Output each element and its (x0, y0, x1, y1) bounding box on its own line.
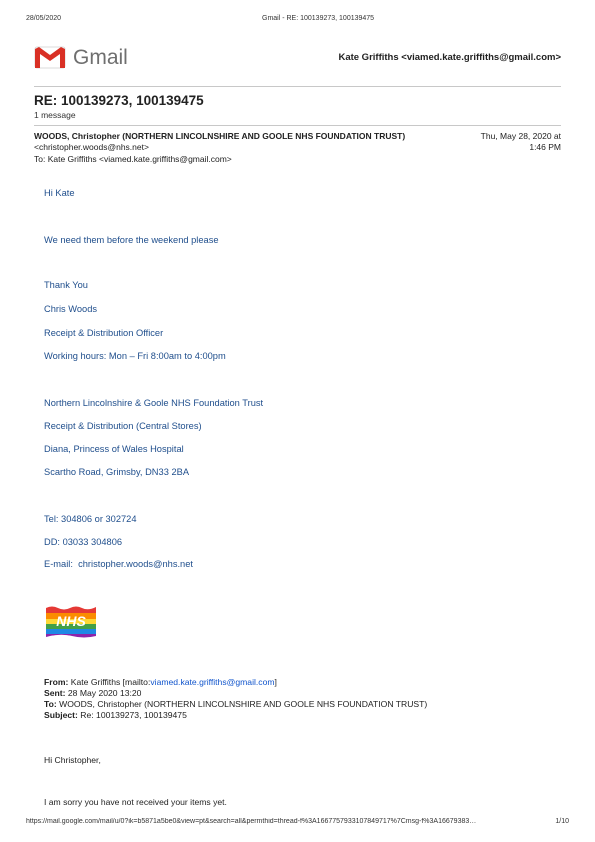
gmail-wordmark: Gmail (73, 46, 128, 69)
sender (34, 131, 444, 152)
quoted-from (44, 677, 427, 688)
thread-subject: RE: 100139273, 100139475 (34, 93, 204, 108)
quoted-to-label: To: (44, 699, 57, 709)
gmail-logo[interactable] (34, 45, 134, 71)
quoted-body-line: I am sorry you have not received your items yet. (44, 797, 227, 807)
nhs-logo-text: NHS (56, 613, 86, 629)
quoted-sent (44, 688, 427, 699)
message-date-line2: 1:46 PM (529, 141, 561, 152)
quoted-from-name: Kate Griffiths [mailto: (70, 677, 151, 687)
account-label: Kate Griffiths <viamed.kate.griffiths@gmail.com> (338, 52, 561, 63)
body-request: We need them before the weekend please (44, 235, 219, 245)
sender-email: <christopher.woods@nhs.net> (34, 141, 149, 152)
quoted-from-close: ] (274, 677, 277, 687)
quoted-to-value: WOODS, Christopher (NORTHERN LINCOLNSHIRE AND GOOLE NHS FOUNDATION TRUST) (59, 699, 428, 709)
sender-name: WOODS, Christopher (NORTHERN LINCOLNSHIRE AND GOOLE NHS FOUNDATION TRUST) (34, 131, 406, 141)
message-date-line1: Thu, May 28, 2020 at (480, 131, 561, 141)
print-date: 28/05/2020 (26, 15, 62, 22)
quoted-subject (44, 710, 427, 721)
message-date (451, 131, 561, 152)
quoted-header (44, 677, 427, 721)
quoted-subject-label: Subject: (44, 710, 78, 720)
signature-role: Receipt & Distribution Officer (44, 328, 164, 338)
signature-address: Scartho Road, Grimsby, DN33 2BA (44, 467, 190, 477)
print-url: https://mail.google.com/mail/u/0?ik=b5871a5be0&view=pt&search=all&permthid=thread-f%3A1667757933107849717%7Cmsg-f%3A16679383… (26, 818, 477, 825)
quoted-to (44, 699, 427, 710)
subject-divider (34, 125, 561, 126)
signature-email (44, 559, 193, 569)
email-label: E-mail: (44, 559, 73, 569)
gmail-envelope-icon (34, 45, 66, 69)
quoted-from-label: From: (44, 677, 69, 687)
signature-hospital: Diana, Princess of Wales Hospital (44, 444, 184, 454)
quoted-from-email-link[interactable]: viamed.kate.griffiths@gmail.com (150, 677, 275, 687)
page-number: 1/10 (555, 818, 569, 825)
recipient-line: To: Kate Griffiths <viamed.kate.griffiths@gmail.com> (34, 154, 232, 164)
quoted-sent-value: 28 May 2020 13:20 (67, 688, 142, 698)
quoted-sent-label: Sent: (44, 688, 66, 698)
signature-tel: Tel: 304806 or 302724 (44, 514, 137, 524)
body-greeting: Hi Kate (44, 188, 75, 198)
header-divider (34, 86, 561, 87)
quoted-greeting: Hi Christopher, (44, 755, 101, 765)
signature-hours: Working hours: Mon – Fri 8:00am to 4:00pm (44, 351, 226, 361)
signature-organisation: Northern Lincolnshire & Goole NHS Foundation Trust (44, 398, 264, 408)
signature-name: Chris Woods (44, 304, 98, 314)
print-title: Gmail - RE: 100139273, 100139475 (262, 15, 375, 22)
nhs-rainbow-logo (44, 603, 98, 639)
quoted-subject-value: Re: 100139273, 100139475 (80, 710, 187, 720)
email-link[interactable]: christopher.woods@nhs.net (78, 559, 193, 569)
body-thanks: Thank You (44, 280, 88, 290)
message-count: 1 message (34, 110, 76, 120)
signature-direct-dial: DD: 03033 304806 (44, 537, 123, 547)
signature-department: Receipt & Distribution (Central Stores) (44, 421, 202, 431)
nhs-rainbow-icon (44, 603, 98, 639)
